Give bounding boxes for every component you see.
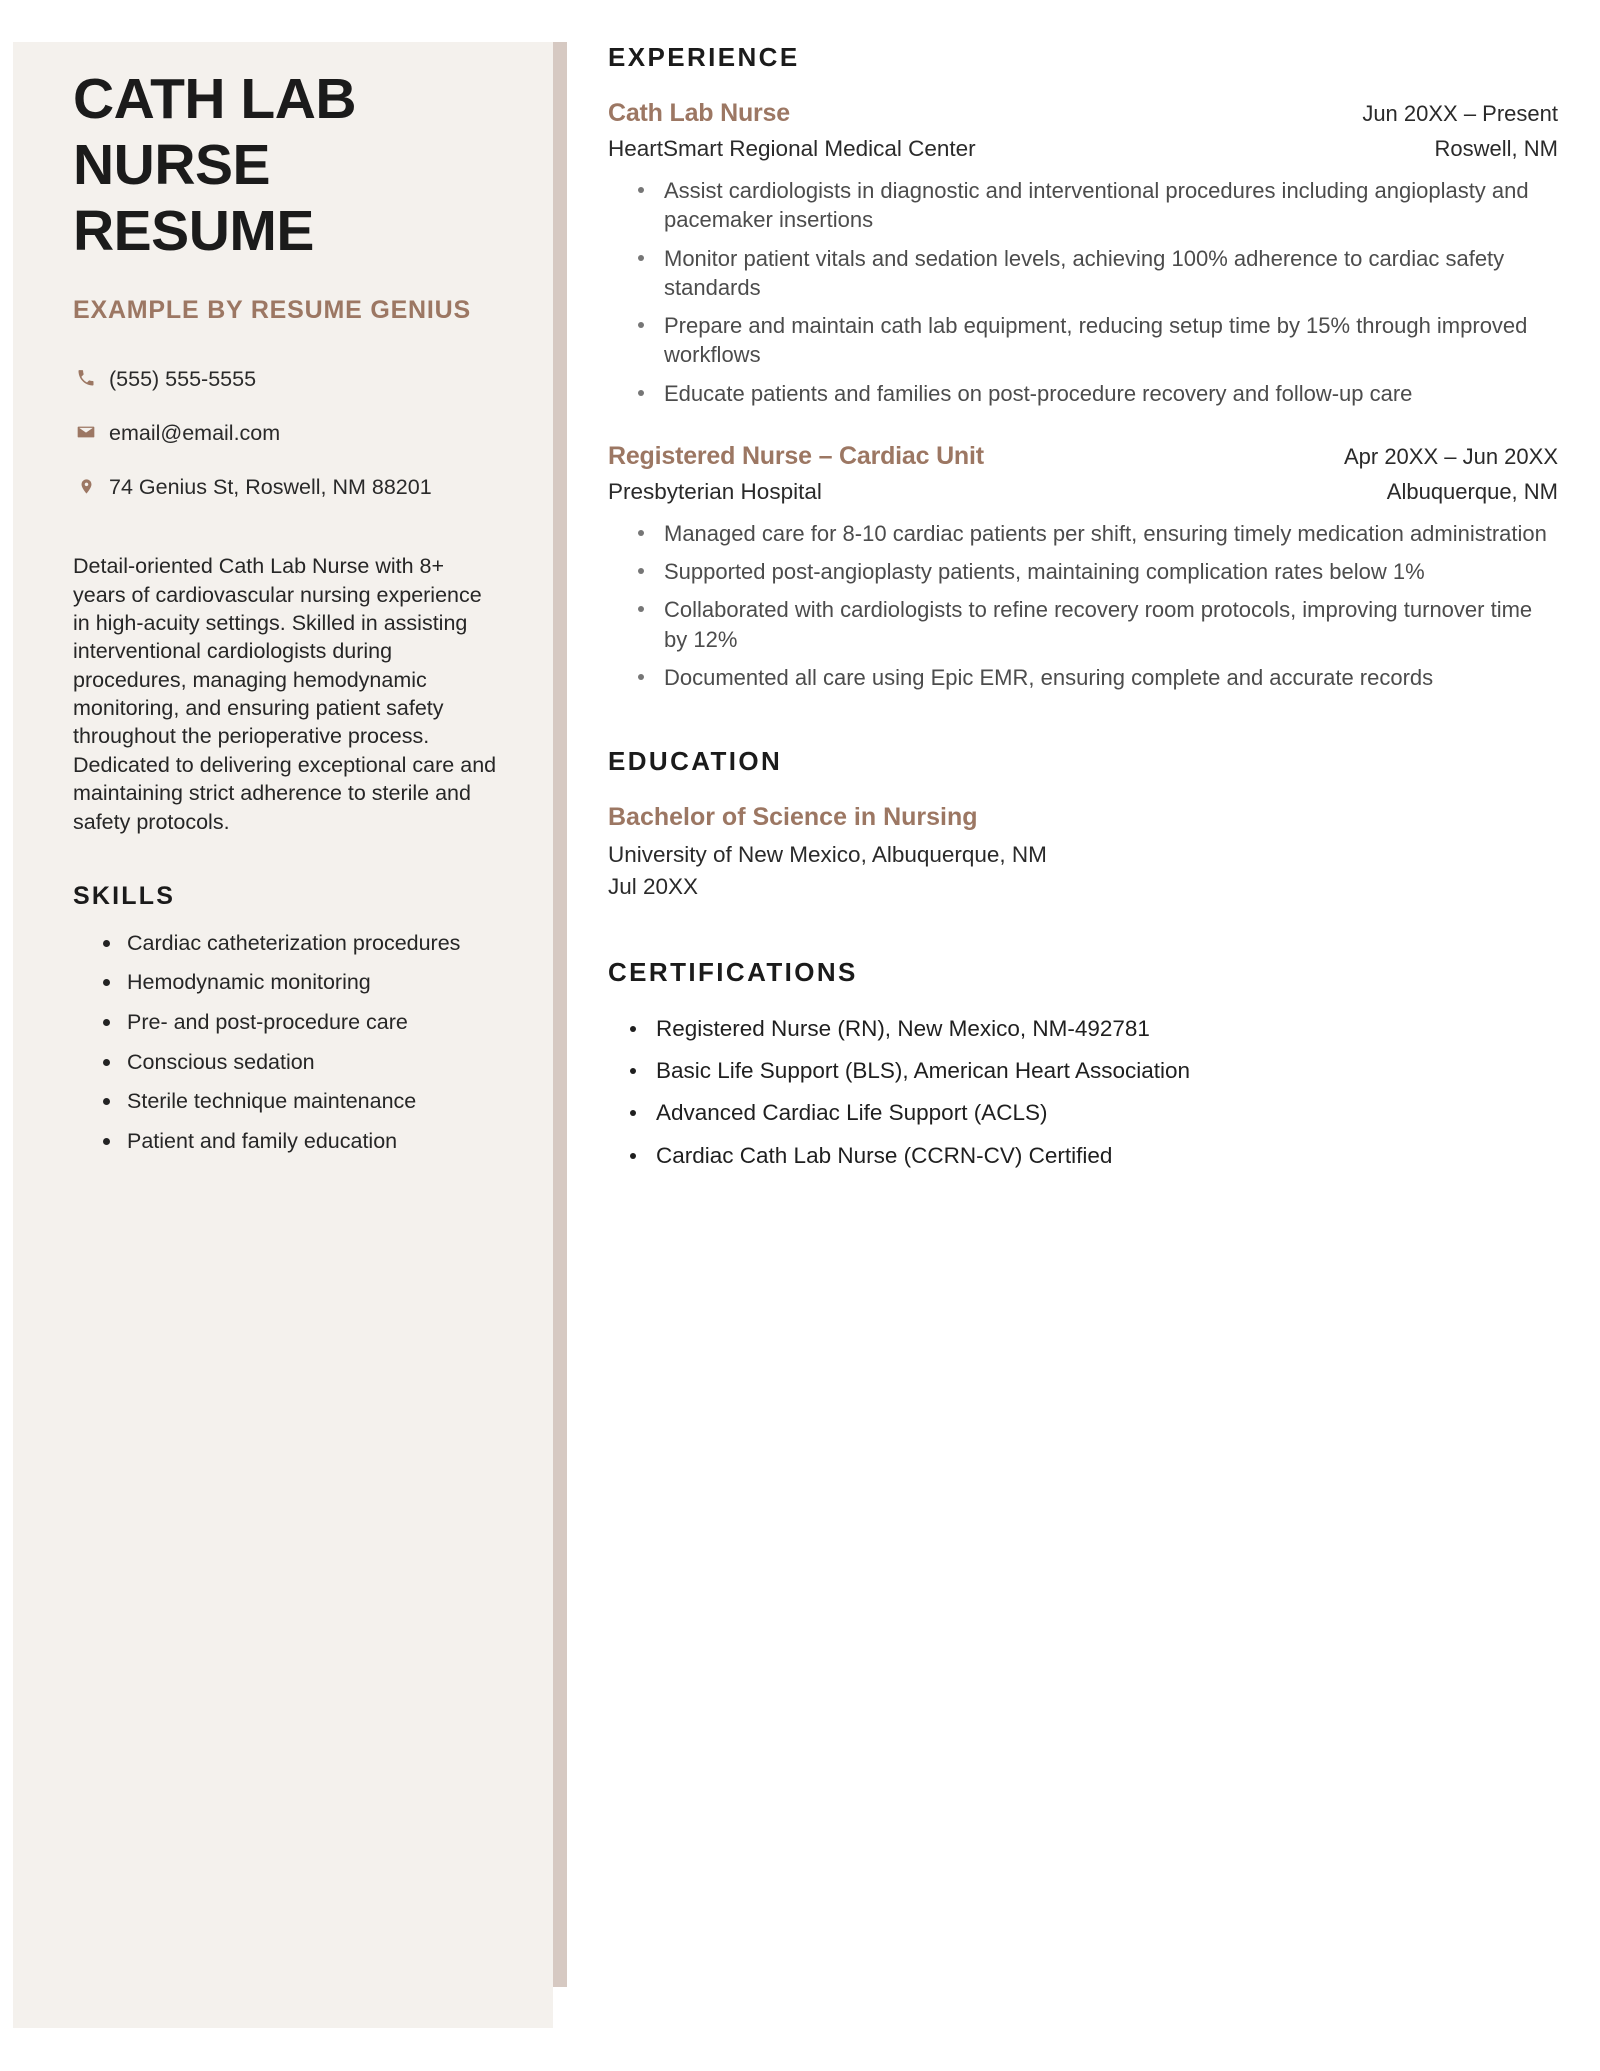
skills-list [73, 929, 498, 1156]
experience-org-row [608, 128, 1558, 162]
list-item: Collaborated with cardiologists to refine recovery room protocols, improving turnover time by 12% [638, 595, 1558, 654]
page-title: CATH LAB NURSE RESUME [73, 67, 357, 264]
contact-email [73, 420, 498, 448]
job-dates: Apr 20XX – Jun 20XX [1343, 443, 1558, 469]
experience-title-row [608, 99, 1558, 128]
list-item: Cardiac catheterization procedures [103, 929, 498, 958]
job-bullet-list [608, 176, 1558, 408]
education-school: University of New Mexico, Albuquerque, NM [608, 842, 1047, 867]
education-heading: EDUCATION [608, 746, 783, 776]
skills-heading: SKILLS [73, 881, 176, 910]
resume-subtitle: EXAMPLE BY RESUME GENIUS [73, 296, 471, 325]
contact-address [73, 474, 498, 502]
job-employer: Presbyterian Hospital [608, 478, 822, 504]
job-location: Albuquerque, NM [1386, 478, 1558, 504]
list-item: Supported post-angioplasty patients, maintaining complication rates below 1% [638, 557, 1558, 586]
contact-email-value: email@email.com [109, 421, 281, 446]
professional-summary: Detail-oriented Cath Lab Nurse with 8+ years of cardiovascular nursing experience in high-acuity settings. Skilled in assisting interventional cardiologists during procedures, managing hemodynamic monitoring, and ensuring patient safety throughout the perioperative process. Dedicated to delivering exceptional care and maintaining strict adherence to sterile and safety protocols. [73, 554, 497, 834]
certifications-list [608, 1014, 1558, 1170]
job-employer: HeartSmart Regional Medical Center [608, 136, 976, 161]
envelope-icon [73, 420, 99, 442]
contact-address-value: 74 Genius St, Roswell, NM 88201 [109, 475, 432, 500]
education-degree: Bachelor of Science in Nursing [608, 803, 978, 831]
education-date: Jul 20XX [608, 873, 699, 899]
experience-entry [608, 442, 1558, 692]
list-item: Registered Nurse (RN), New Mexico, NM-492781 [630, 1014, 1558, 1043]
job-dates: Jun 20XX – Present [1362, 101, 1558, 126]
list-item: Patient and family education [103, 1127, 498, 1156]
list-item: Prepare and maintain cath lab equipment, reducing setup time by 15% through improved workflows [638, 311, 1558, 370]
job-title: Registered Nurse – Cardiac Unit [608, 441, 984, 470]
job-bullet-list [608, 519, 1558, 692]
job-location: Roswell, NM [1434, 136, 1558, 161]
phone-icon [73, 366, 99, 388]
sidebar-accent-edge [553, 42, 567, 1987]
job-title: Cath Lab Nurse [608, 99, 790, 127]
experience-org-row [608, 471, 1558, 505]
contact-phone-value: (555) 555-5555 [109, 367, 257, 392]
contact-phone [73, 366, 498, 394]
contact-list [73, 366, 498, 502]
list-item: Sterile technique maintenance [103, 1087, 498, 1116]
list-item: Documented all care using Epic EMR, ensuring complete and accurate records [638, 663, 1558, 692]
map-pin-icon [73, 474, 99, 497]
list-item: Pre- and post-procedure care [103, 1008, 498, 1037]
list-item: Assist cardiologists in diagnostic and interventional procedures including angioplasty and pacemaker insertions [638, 176, 1558, 235]
list-item: Cardiac Cath Lab Nurse (CCRN-CV) Certified [630, 1141, 1558, 1170]
experience-entry [608, 99, 1558, 408]
main-content [608, 42, 1558, 1183]
list-item: Conscious sedation [103, 1048, 498, 1077]
list-item: Basic Life Support (BLS), American Heart Association [630, 1056, 1558, 1085]
list-item: Managed care for 8-10 cardiac patients per shift, ensuring timely medication administration [638, 519, 1558, 548]
sidebar [13, 42, 553, 2028]
list-item: Educate patients and families on post-procedure recovery and follow-up care [638, 379, 1558, 408]
experience-title-row [608, 442, 1558, 471]
list-item: Monitor patient vitals and sedation levels, achieving 100% adherence to cardiac safety standards [638, 244, 1558, 303]
list-item: Hemodynamic monitoring [103, 968, 498, 997]
experience-heading: EXPERIENCE [608, 42, 800, 72]
certifications-heading: CERTIFICATIONS [608, 956, 858, 987]
education-entry [608, 803, 1558, 903]
list-item: Advanced Cardiac Life Support (ACLS) [630, 1098, 1558, 1127]
